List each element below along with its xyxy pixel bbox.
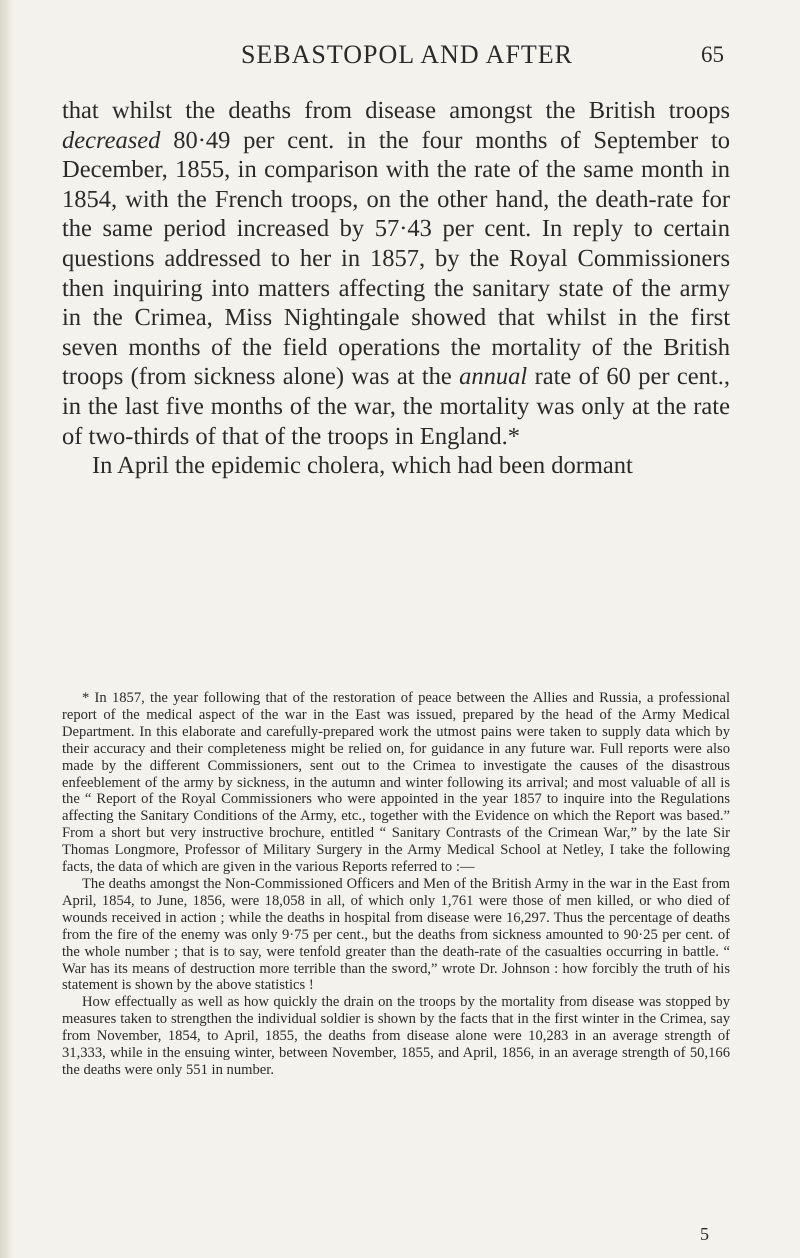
page-header: [90, 40, 724, 80]
paragraph-1-part-3: rate of 60 per cent., in the last five months of the war, the mortality was only at the rate of two-thirds of that of the troops in England.*: [62, 363, 730, 450]
page-number: 65: [701, 42, 724, 67]
emphasis-decreased: decreased: [62, 126, 161, 154]
emphasis-annual: annual: [459, 363, 528, 391]
main-text: [62, 96, 730, 481]
paragraph-1-part-1: that whilst the deaths from disease amongst the British troops: [62, 97, 730, 124]
footnote-paragraph-1: * In 1857, the year following that of the restoration of peace between the Allies and Russia, a professional report of the medical aspect of the war in the East was issued, prepared by the head of the Army Medical Department. In this elaborate and carefully-prepared work the utmost pains were taken to supply data which by their accuracy and their completeness might be relied on, for guidance in any future war. Full reports were also made by the different Commissioners, sent out to the Crimea to investigate the causes of the disastrous enfeeblement of the army by sickness, in the autumn and winter following its arrival; and most valuable of all is the “ Report of the Royal Commissioners who were appointed in the year 1857 to inquire into the Regulations affecting the Sanitary Conditions of the Army, etc., together with the Evidence on which the Report was based.” From a short but very instructive brochure, entitled “ Sanitary Contrasts of the Crimean War,” by the late Sir Thomas Longmore, Professor of Military Surgery in the Army Medical School at Netley, I take the following facts, the data of which are given in the various Reports referred to :—: [62, 690, 730, 876]
footnote-paragraph-3: How effectually as well as how quickly the drain on the troops by the mortality from disease was stopped by measures taken to strengthen the individual soldier is shown by the facts that in the first winter in the Crimea, say from November, 1854, to April, 1855, the deaths from disease alone were 10,283 in an average strength of 31,333, while in the ensuing winter, between November, 1855, and April, 1856, in an average strength of 50,166 the deaths were only 551 in number.: [62, 994, 730, 1078]
page-edge: [0, 0, 14, 1258]
signature-mark: 5: [700, 1224, 709, 1244]
footnote-paragraph-2: The deaths amongst the Non-Commissioned Officers and Men of the British Army in the war in the East from April, 1854, to June, 1856, were 18,058 in all, of which only 1,761 were those of men killed, or who died of wounds received in action ; while the deaths in hospital from disease were 16,297. Thus the percentage of deaths from the fire of the enemy was only 9·75 per cent., but the deaths from sickness amounted to 90·25 per cent. of the whole number ; that is to say, were tenfold greater than the death-rate of the casualties occurring in battle. “ War has its means of destruction more terrible than the sword,” wrote Dr. Johnson : how forcibly the truth of his statement is shown by the above statistics !: [62, 875, 730, 994]
running-title: SEBASTOPOL AND AFTER: [240, 40, 574, 69]
footnote-block: [62, 690, 730, 1079]
paragraph-1-part-2: 80·49 per cent. in the four months of September to December, 1855, in comparison with the rate of the same month in 1854, with the French troops, on the other hand, the death-rate for the same period increased by 57·43 per cent. In reply to certain questions addressed to her in 1857, by the Royal Commissioners then inquiring into matters affecting the sanitary state of the army in the Crimea, Miss Nightingale showed that whilst in the first seven months of the field operations the mortality of the British troops (from sickness alone) was at the: [62, 126, 730, 391]
paragraph-1: [62, 96, 730, 451]
paragraph-2: In April the epidemic cholera, which had been dormant: [92, 452, 633, 480]
